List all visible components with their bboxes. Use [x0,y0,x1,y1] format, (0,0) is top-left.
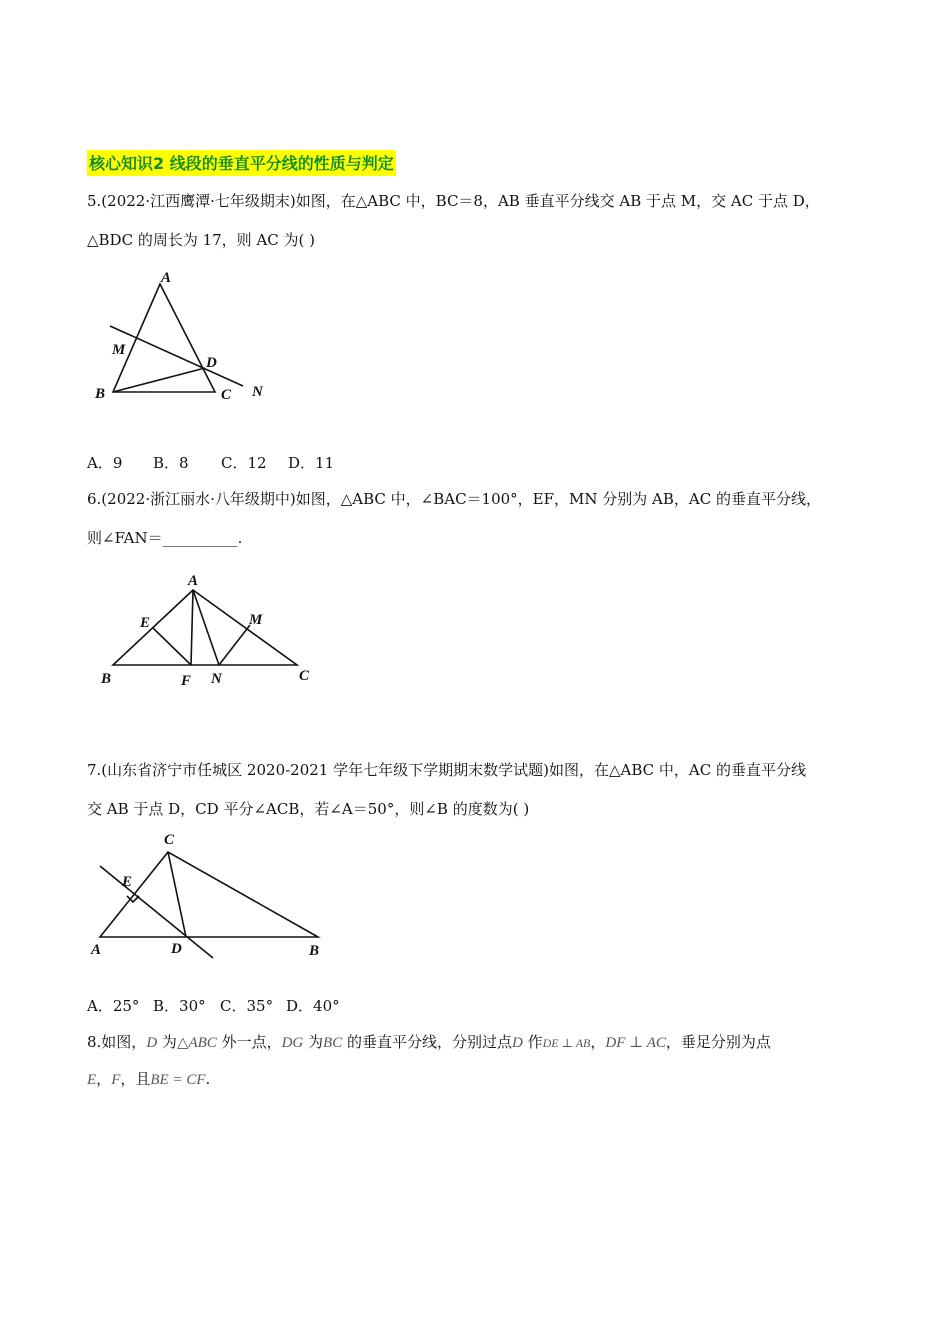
q8-text-line2 [87,1068,210,1089]
q7-perpendicular-bisector [100,866,213,958]
q5-option-d[interactable]: D．11 [288,454,335,472]
q8-l1-m1: D [146,1035,158,1051]
q5-label-c: C [221,387,232,403]
q8-l1-m3: DG [281,1035,304,1051]
q8-l1-m4: BC [323,1035,343,1051]
q6-segment-af [191,590,193,665]
q7-options [87,995,340,1016]
q7-label-a: A [91,942,102,958]
q8-l2-m3: BE = CF [150,1072,206,1088]
q6-label-a: A [188,573,199,589]
q6-segment-an [193,590,219,665]
q7-label-c: C [164,832,175,848]
q8-l1-c: 外一点， [216,1033,282,1051]
q8-l1-b: 为 [157,1033,177,1051]
q5-label-m: M [112,342,126,358]
q6-figure [95,568,325,693]
q8-l2-m1: E [87,1072,97,1088]
q6-label-c: C [299,668,310,684]
q5-perpendicular-bisector [110,326,243,386]
q6-label-b: B [101,671,112,687]
q7-label-b: B [309,943,320,959]
q7-label-e: E [122,874,133,890]
q8-l1-m2: △ABC [176,1035,217,1051]
q5-label-b: B [95,386,106,402]
q6-label-f: F [181,673,192,689]
q6-segment-ef [153,628,191,665]
q8-l1-m6: DE ⊥ AB [542,1036,591,1050]
q5-label-a: A [161,270,172,286]
q8-l1-f: 作 [522,1033,543,1051]
q7-figure [85,826,330,966]
q8-l2-c: . [205,1070,211,1088]
q7-text-line1: 7.(山东省济宁市任城区 2020-2021 学年七年级下学期期末数学试题)如图，在△ABC 中，AC 的垂直平分线 [87,761,806,779]
q7-option-a[interactable]: A．25° [87,997,140,1015]
q8-l1-a: 8.如图， [87,1033,147,1051]
q6-label-m: M [249,612,263,628]
q8-l1-h: ，垂足分别为点 [665,1033,771,1051]
q7-option-b[interactable]: B．30° [153,997,206,1015]
q5-label-d: D [206,355,217,371]
q7-option-d[interactable]: D．40° [286,997,340,1015]
q5-label-n: N [252,384,263,400]
q5-text-line2: △BDC 的周长为 17，则 AC 为( ) [87,231,316,249]
q5-option-a[interactable]: A．9 [87,454,123,472]
q6-segment-mn [219,625,250,665]
q5-options [87,452,334,473]
q6-label-e: E [140,615,151,631]
q8-l1-d: 为 [303,1033,324,1051]
q7-option-c[interactable]: C．35° [220,997,274,1015]
q5-option-c[interactable]: C．12 [221,454,267,472]
q7-text-line2: 交 AB 于点 D，CD 平分∠ACB，若∠A＝50°，则∠B 的度数为( ) [87,800,530,818]
q6-text-line1: 6.(2022·浙江丽水·八年级期中)如图，△ABC 中，∠BAC＝100°，EF，MN 分别为 AB，AC 的垂直平分线， [87,490,821,508]
section-heading: 核心知识2 线段的垂直平分线的性质与判定 [87,150,396,176]
q8-l1-g: ， [590,1033,606,1051]
q8-l1-e: 的垂直平分线，分别过点 [342,1033,512,1051]
q6-text-line2: 则∠FAN＝__________. [87,529,243,547]
q5-figure [85,262,285,412]
q8-text-line1 [87,1031,771,1052]
q5-segment-bd [113,368,205,392]
q6-label-n: N [211,671,222,687]
q5-option-b[interactable]: B．8 [153,454,189,472]
q7-triangle [100,852,318,937]
q8-l2-b: ，且 [120,1070,151,1088]
q8-l1-m5: D [512,1035,523,1051]
q8-l1-m7: DF ⊥ AC [605,1035,666,1051]
q5-triangle [113,284,215,392]
q8-l2-m2: F [111,1072,121,1088]
q8-l2-a: ， [96,1070,112,1088]
q5-text-line1: 5.(2022·江西鹰潭·七年级期末)如图，在△ABC 中，BC＝8，AB 垂直平分线交 AB 于点 M，交 AC 于点 D， [87,192,820,210]
q7-label-d: D [171,941,182,957]
